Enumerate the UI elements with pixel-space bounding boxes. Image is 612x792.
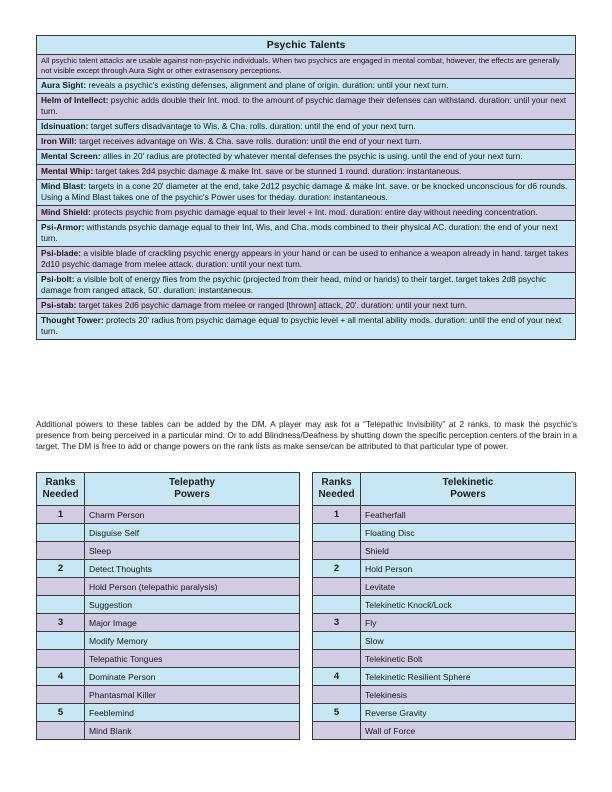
additional-powers-note: Additional powers to these tables can be added by the DM. A player may ask for a “Telepathic Invisibility” at 2 ranks, to mask the psychic's presence from being perceived in a particular mind. Or to add Blindness/Deafness by shutting down the specific perception centers of the brain in a target. The DM is free to add or change powers on the rank lists as make sense/can be attributed to that particular type of power. bbox=[36, 419, 577, 452]
talent-name: Mind Shield: bbox=[41, 207, 91, 217]
power-name: Featherfall bbox=[361, 506, 576, 524]
power-row bbox=[313, 668, 576, 686]
rank-cell: 1 bbox=[313, 506, 361, 524]
psychic-talents-table bbox=[36, 35, 576, 340]
talent-entry bbox=[37, 180, 576, 206]
talent-entry bbox=[37, 314, 576, 340]
rank-cell: 3 bbox=[313, 614, 361, 632]
talent-description: a visible bolt of energy flies from the psychic (projected from their head, mind or hands) to their target. target takes 2d8 psychic damage from ranged attack, 50'. duration: instantaneous. bbox=[41, 274, 547, 295]
rank-cell bbox=[313, 524, 361, 542]
power-name: Phantasmal Killer bbox=[85, 686, 300, 704]
rank-cell: 1 bbox=[37, 506, 85, 524]
talent-row bbox=[37, 221, 576, 247]
power-row bbox=[313, 596, 576, 614]
talent-entry bbox=[37, 79, 576, 94]
power-row bbox=[37, 632, 300, 650]
power-name: Mind Blank bbox=[85, 722, 300, 740]
talent-name: Helm of Intellect: bbox=[41, 95, 109, 105]
power-row bbox=[37, 722, 300, 740]
rank-cell bbox=[313, 596, 361, 614]
talent-entry bbox=[37, 165, 576, 180]
talent-name: Mind Blast: bbox=[41, 181, 87, 191]
talent-name: Iron Will: bbox=[41, 136, 77, 146]
power-name: Levitate bbox=[361, 578, 576, 596]
rank-cell bbox=[37, 578, 85, 596]
talent-name: Psi-Armor: bbox=[41, 222, 85, 232]
rank-cell: 5 bbox=[313, 704, 361, 722]
talent-entry bbox=[37, 135, 576, 150]
talent-row bbox=[37, 273, 576, 299]
power-row bbox=[313, 614, 576, 632]
power-name: Floating Disc bbox=[361, 524, 576, 542]
power-name: Hold Person (telepathic paralysis) bbox=[85, 578, 300, 596]
talent-description: target takes 2d4 psychic damage & make Int. save or be stunned 1 round. duration: instantaneous. bbox=[93, 166, 462, 176]
rank-cell: 5 bbox=[37, 704, 85, 722]
telepathy-powers-header: Telepathy Powers bbox=[85, 473, 300, 506]
power-row bbox=[313, 722, 576, 740]
talent-row bbox=[37, 120, 576, 135]
rank-cell bbox=[313, 650, 361, 668]
talent-description: allies in 20' radius are protected by whatever mental defenses the psychic is using. until the end of your next turn. bbox=[100, 151, 523, 161]
power-name: Charm Person bbox=[85, 506, 300, 524]
rank-cell bbox=[37, 596, 85, 614]
power-row bbox=[37, 506, 300, 524]
talent-name: Thought Tower: bbox=[41, 315, 104, 325]
power-name: Shield bbox=[361, 542, 576, 560]
talent-row bbox=[37, 79, 576, 94]
ranks-needed-header: Ranks Needed bbox=[313, 473, 361, 506]
rank-cell: 4 bbox=[313, 668, 361, 686]
talent-row bbox=[37, 247, 576, 273]
talent-row bbox=[37, 180, 576, 206]
rank-cell: 4 bbox=[37, 668, 85, 686]
talent-row bbox=[37, 314, 576, 340]
rank-cell: 2 bbox=[313, 560, 361, 578]
power-name: Sleep bbox=[85, 542, 300, 560]
talent-entry bbox=[37, 206, 576, 221]
talent-description: protects 20' radius from psychic damage equal to psychic level + all mental ability mods. duration: until the end of your next turn. bbox=[41, 315, 562, 336]
power-name: Dominate Person bbox=[85, 668, 300, 686]
rank-cell bbox=[313, 686, 361, 704]
telepathy-powers-table bbox=[36, 472, 300, 740]
power-name: Feeblemind bbox=[85, 704, 300, 722]
talent-description: a visible blade of crackling psychic energy appears in your hand or can be used to enhance a weapon already in hand. target takes 2d10 psychic damage from melee attack. duration: until your next turn. bbox=[41, 248, 569, 269]
rank-cell bbox=[37, 686, 85, 704]
power-name: Slow bbox=[361, 632, 576, 650]
ranks-needed-header: Ranks Needed bbox=[37, 473, 85, 506]
power-name: Telekinetic Resilient Sphere bbox=[361, 668, 576, 686]
talent-description: targets in a cone 20' diameter at the end, take 2d12 psychic damage & make Int. save. or be knocked unconscious for d6 rounds. Using a Mind Blast takes one of the psychic's Power uses for theday. duration: instantaneous. bbox=[41, 181, 568, 202]
power-name: Disguise Self bbox=[85, 524, 300, 542]
talent-name: Idsinuation: bbox=[41, 121, 89, 131]
talent-row bbox=[37, 299, 576, 314]
rank-cell bbox=[313, 632, 361, 650]
power-name: Telekinetic Knock/Lock bbox=[361, 596, 576, 614]
talent-entry bbox=[37, 273, 576, 299]
rank-cell bbox=[313, 578, 361, 596]
talent-entry bbox=[37, 94, 576, 120]
power-name: Telekinetic Bolt bbox=[361, 650, 576, 668]
power-row bbox=[313, 578, 576, 596]
power-name: Suggestion bbox=[85, 596, 300, 614]
talent-entry bbox=[37, 120, 576, 135]
rank-cell bbox=[37, 650, 85, 668]
talent-name: Mental Whip: bbox=[41, 166, 94, 176]
power-row bbox=[37, 614, 300, 632]
talent-name: Psi-bolt: bbox=[41, 274, 75, 284]
power-name: Detect Thoughts bbox=[85, 560, 300, 578]
power-row bbox=[37, 578, 300, 596]
power-row bbox=[313, 650, 576, 668]
power-row bbox=[313, 506, 576, 524]
rank-cell bbox=[37, 722, 85, 740]
power-row bbox=[313, 560, 576, 578]
talent-entry bbox=[37, 150, 576, 165]
talent-row bbox=[37, 150, 576, 165]
talent-entry bbox=[37, 221, 576, 247]
power-name: Telekinesis bbox=[361, 686, 576, 704]
rank-cell: 2 bbox=[37, 560, 85, 578]
power-row bbox=[37, 596, 300, 614]
talent-row bbox=[37, 206, 576, 221]
talent-description: withstands psychic damage equal to their Int, Wis, and Cha. mods combined to their physical AC. duration: the end of your next turn. bbox=[41, 222, 558, 243]
talent-name: Psi-stab: bbox=[41, 300, 77, 310]
power-name: Wall of Force bbox=[361, 722, 576, 740]
power-name: Reverse Gravity bbox=[361, 704, 576, 722]
power-row bbox=[313, 686, 576, 704]
rank-cell bbox=[37, 542, 85, 560]
telekinetic-powers-header: Telekinetic Powers bbox=[361, 473, 576, 506]
talent-description: reveals a psychic's existing defenses, alignment and plane of origin. duration: until your next turn. bbox=[86, 80, 449, 90]
talents-intro: All psychic talent attacks are usable against non-psychic individuals. When two psychics are engaged in mental combat, however, the effects are generally not visible except through Aura Sight or other extrasensory perceptions. bbox=[37, 55, 576, 79]
rank-cell bbox=[37, 632, 85, 650]
talent-name: Aura Sight: bbox=[41, 80, 87, 90]
power-name: Major Image bbox=[85, 614, 300, 632]
power-row bbox=[37, 650, 300, 668]
talent-entry bbox=[37, 247, 576, 273]
power-row bbox=[313, 704, 576, 722]
talent-row bbox=[37, 135, 576, 150]
power-name: Modify Memory bbox=[85, 632, 300, 650]
talent-name: Mental Screen: bbox=[41, 151, 101, 161]
talent-row bbox=[37, 165, 576, 180]
talent-name: Psi-blade: bbox=[41, 248, 82, 258]
talent-description: target receives advantage on Wis. & Cha. save rolls. duration: until the end of your next turn. bbox=[76, 136, 422, 146]
power-row bbox=[37, 686, 300, 704]
power-row bbox=[37, 704, 300, 722]
talent-description: protects psychic from psychic damage equal to their level + Int. mod. duration: entire day without needing concentration. bbox=[90, 207, 538, 217]
power-row bbox=[313, 524, 576, 542]
talent-row bbox=[37, 94, 576, 120]
power-row bbox=[37, 524, 300, 542]
power-row bbox=[313, 542, 576, 560]
power-row bbox=[37, 668, 300, 686]
rank-cell bbox=[37, 524, 85, 542]
talents-title: Psychic Talents bbox=[37, 36, 576, 55]
talent-description: target takes 2d6 psychic damage from melee or ranged [thrown] attack, 20'. duration: until your next turn. bbox=[76, 300, 468, 310]
talent-description: psychic adds double their Int. mod. to the amount of psychic damage their defenses can withstand. duration: until your next turn. bbox=[41, 95, 567, 116]
rank-cell bbox=[313, 722, 361, 740]
talent-description: target suffers disadvantage to Wis. & Cha. rolls. duration: until the end of your next turn. bbox=[88, 121, 416, 131]
power-name: Telepathic Tongues bbox=[85, 650, 300, 668]
telekinetic-powers-table bbox=[312, 472, 576, 740]
power-name: Fly bbox=[361, 614, 576, 632]
rank-cell: 3 bbox=[37, 614, 85, 632]
power-name: Hold Person bbox=[361, 560, 576, 578]
power-row bbox=[37, 560, 300, 578]
power-row bbox=[313, 632, 576, 650]
talent-entry bbox=[37, 299, 576, 314]
rank-cell bbox=[313, 542, 361, 560]
power-row bbox=[37, 542, 300, 560]
